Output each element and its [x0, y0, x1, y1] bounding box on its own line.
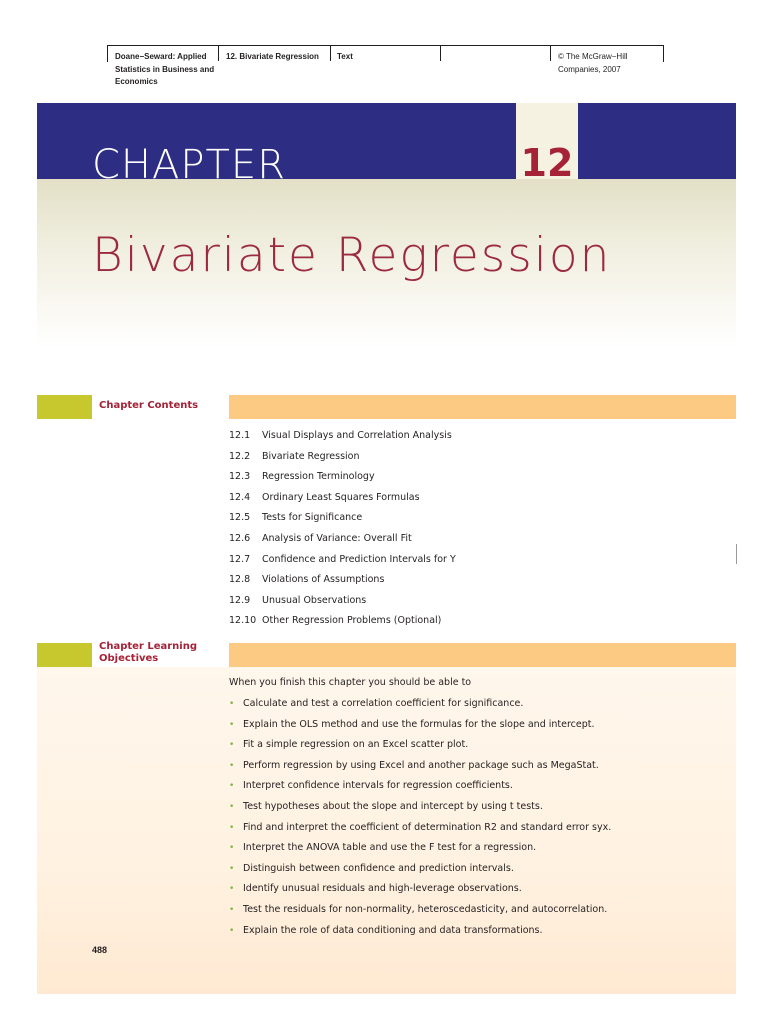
contents-heading: Chapter Contents [99, 400, 199, 411]
bullet-icon: • [229, 822, 235, 833]
header-copyright: © The McGraw−Hill Companies, 2007 [558, 52, 628, 74]
objective-text: Fit a simple regression on an Excel scatter plot. [243, 739, 469, 751]
bullet-icon: • [229, 843, 235, 854]
contents-item [229, 615, 729, 636]
contents-list [229, 430, 729, 636]
header-book-title: Doane−Seward: Applied Statistics in Business and Economics [115, 52, 215, 86]
bullet-icon: • [229, 760, 235, 771]
contents-item-number: 12.4 [229, 491, 251, 503]
header-divider [330, 46, 331, 61]
contents-item-number: 12.8 [229, 574, 251, 586]
contents-item-number: 12.2 [229, 450, 251, 462]
contents-item-title: Confidence and Prediction Intervals for Y [262, 553, 456, 565]
bullet-icon: • [229, 884, 235, 895]
objectives-list [229, 698, 729, 945]
objective-text: Test hypotheses about the slope and intercept by using t tests. [243, 800, 543, 812]
bullet-icon: • [229, 863, 235, 874]
objective-text: Find and interpret the coefficient of determination R2 and standard error syx. [243, 821, 612, 833]
contents-item [229, 595, 729, 616]
header-divider [218, 46, 219, 61]
header-chapter: 12. Bivariate Regression [226, 52, 319, 61]
objective-item [229, 780, 729, 801]
bullet-icon: • [229, 699, 235, 709]
contents-bar [229, 395, 736, 419]
contents-item [229, 533, 729, 554]
objective-text: Explain the role of data conditioning and data transformations. [243, 924, 543, 936]
contents-item-title: Other Regression Problems (Optional) [262, 615, 442, 627]
objectives-bar [229, 643, 736, 667]
contents-item [229, 451, 729, 472]
objective-text: Interpret confidence intervals for regression coefficients. [243, 780, 513, 792]
bullet-icon: • [229, 801, 235, 812]
bullet-icon: • [229, 904, 235, 915]
objectives-intro: When you finish this chapter you should be able to [229, 677, 472, 688]
contents-item-title: Tests for Significance [262, 512, 363, 524]
objective-text: Explain the OLS method and use the formulas for the slope and intercept. [243, 718, 595, 730]
objective-text: Identify unusual residuals and high-leverage observations. [243, 883, 522, 895]
objective-text: Distinguish between confidence and prediction intervals. [243, 862, 514, 874]
objective-item [229, 801, 729, 822]
contents-item-number: 12.3 [229, 471, 251, 483]
objective-item [229, 739, 729, 760]
contents-item-number: 12.7 [229, 553, 251, 565]
objective-item [229, 925, 729, 946]
bullet-icon: • [229, 925, 235, 936]
contents-item [229, 430, 729, 451]
contents-item-title: Ordinary Least Squares Formulas [262, 491, 420, 503]
contents-item-title: Unusual Observations [262, 594, 367, 606]
contents-item-number: 12.9 [229, 594, 251, 606]
contents-item [229, 492, 729, 513]
header-type: Text [337, 52, 353, 61]
contents-item-number: 12.10 [229, 615, 257, 627]
bullet-icon: • [229, 740, 235, 751]
contents-item [229, 512, 729, 533]
objectives-marker [37, 643, 92, 667]
objective-item [229, 883, 729, 904]
contents-marker [37, 395, 92, 419]
objective-item [229, 760, 729, 781]
bullet-icon: • [229, 719, 235, 730]
chapter-title: Bivariate Regression [92, 228, 612, 283]
chapter-number: 12 [520, 141, 574, 179]
contents-item-title: Violations of Assumptions [262, 574, 385, 586]
objective-item [229, 904, 729, 925]
objective-item [229, 863, 729, 884]
header-divider [550, 46, 551, 61]
contents-item-title: Analysis of Variance: Overall Fit [262, 532, 412, 544]
contents-item-number: 12.5 [229, 512, 251, 524]
objective-text: Perform regression by using Excel and another package such as MegaStat. [243, 759, 599, 771]
contents-item [229, 554, 729, 575]
contents-item-number: 12.6 [229, 532, 251, 544]
contents-item [229, 471, 729, 492]
objective-item [229, 698, 729, 719]
page-number: 488 [92, 945, 108, 955]
objective-text: Calculate and test a correlation coefficient for significance. [243, 698, 524, 709]
objective-item [229, 842, 729, 863]
contents-item-title: Bivariate Regression [262, 450, 360, 462]
objective-item [229, 822, 729, 843]
contents-item-title: Visual Displays and Correlation Analysis [262, 430, 452, 441]
contents-item-title: Regression Terminology [262, 471, 375, 483]
objective-text: Test the residuals for non-normality, heteroscedasticity, and autocorrelation. [243, 903, 608, 915]
page-edge-mark [736, 544, 737, 564]
header-divider [440, 46, 441, 61]
objectives-heading: Chapter Learning Objectives [99, 641, 197, 664]
contents-item [229, 574, 729, 595]
chapter-word: CHAPTER [92, 142, 286, 179]
bullet-icon: • [229, 781, 235, 792]
objective-text: Interpret the ANOVA table and use the F test for a regression. [243, 842, 537, 854]
contents-item-number: 12.1 [229, 430, 251, 441]
objective-item [229, 719, 729, 740]
